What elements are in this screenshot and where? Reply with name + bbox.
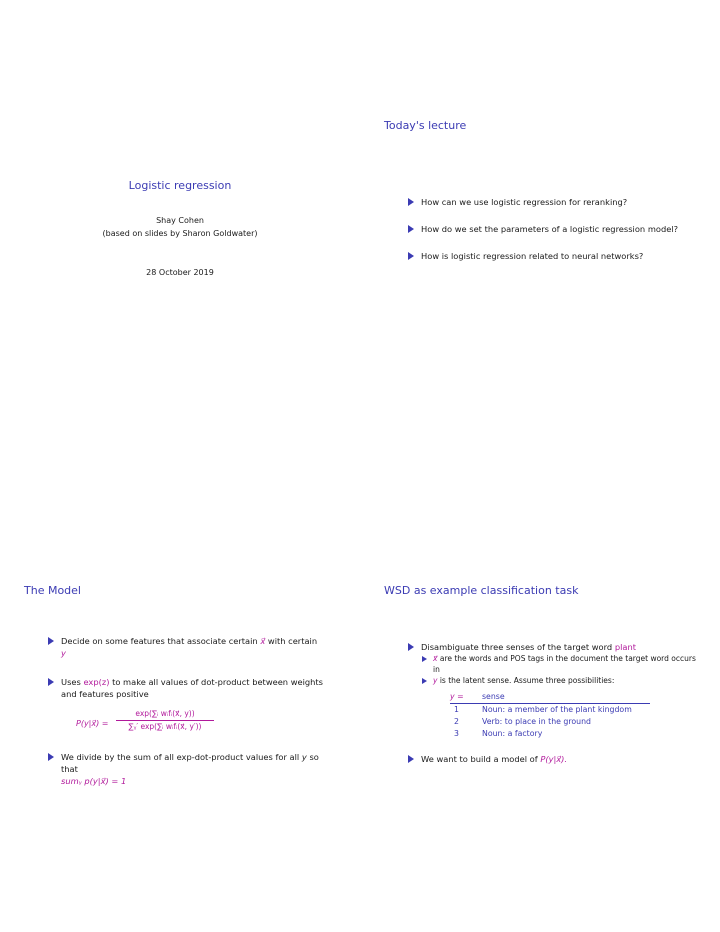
bullet-triangle-icon bbox=[408, 755, 414, 763]
sense-table bbox=[450, 691, 650, 740]
math-sum-equals-one: sumᵧ p(y|x⃗) = 1 bbox=[61, 776, 127, 786]
bullet-text: with certain bbox=[267, 636, 318, 646]
bullet-text: We want to build a model of bbox=[421, 754, 538, 764]
slide-heading: WSD as example classification task bbox=[384, 584, 579, 597]
author-name: Shay Cohen bbox=[156, 216, 204, 225]
bullet-text: Disambiguate three senses of the target word bbox=[421, 642, 613, 652]
target-word: plant bbox=[614, 642, 636, 652]
math-y: y bbox=[61, 648, 66, 658]
bullet-text: so that bbox=[61, 752, 319, 774]
math-exp: exp(z) bbox=[83, 677, 110, 687]
bullet-triangle-icon bbox=[408, 252, 414, 260]
table-cell-sense: Noun: a factory bbox=[482, 729, 543, 738]
table-cell-sense: Noun: a member of the plant kingdom bbox=[482, 705, 632, 714]
math-x-vector: x⃗ bbox=[260, 636, 266, 646]
table-cell-sense: Verb: to place in the ground bbox=[482, 717, 591, 726]
bullet-text: Uses bbox=[61, 677, 81, 687]
equation-denominator: ∑ᵧ′ exp(∑ᵢ wᵢfᵢ(x⃗, y′)) bbox=[128, 722, 202, 731]
equation-lhs: P(y|x⃗) = bbox=[76, 719, 109, 728]
sub-bullet-triangle-icon bbox=[422, 656, 427, 662]
bullet-disambiguate bbox=[408, 641, 708, 653]
bullet-text: We divide by the sum of all exp-dot-product values for all bbox=[61, 752, 300, 762]
bullet-triangle-icon bbox=[408, 198, 414, 206]
sub-bullet-text: are the words and POS tags in the document the target word occurs in bbox=[433, 654, 696, 674]
bullet-triangle-icon bbox=[48, 637, 54, 645]
bullet-triangle-icon bbox=[48, 678, 54, 686]
table-cell-y: 1 bbox=[454, 705, 459, 714]
lecture-date: 28 October 2019 bbox=[146, 268, 214, 277]
bullet-model bbox=[408, 753, 708, 765]
table-row bbox=[450, 728, 650, 740]
slide-title bbox=[0, 0, 360, 466]
bullet-triangle-icon bbox=[48, 753, 54, 761]
bullet-item bbox=[408, 223, 718, 235]
table-cell-y: 3 bbox=[454, 729, 459, 738]
math-y: y bbox=[433, 676, 438, 685]
fraction-bar bbox=[116, 720, 214, 721]
table-cell-y: 2 bbox=[454, 717, 459, 726]
bullet-exp bbox=[48, 676, 338, 700]
table-header-y: y = bbox=[450, 692, 464, 701]
equation-softmax bbox=[76, 709, 276, 741]
slide-heading: Today's lecture bbox=[384, 119, 467, 132]
math-x-vector: x⃗ bbox=[433, 654, 438, 663]
table-row bbox=[450, 716, 650, 728]
equation-fraction bbox=[116, 709, 214, 732]
slide-the-model bbox=[0, 466, 360, 932]
bullet-normalize bbox=[48, 751, 338, 787]
bullet-triangle-icon bbox=[408, 225, 414, 233]
math-y: y bbox=[301, 752, 307, 762]
table-header-row bbox=[450, 691, 650, 704]
sub-bullet-y bbox=[422, 676, 702, 687]
table-header-sense: sense bbox=[482, 692, 505, 701]
equation-numerator: exp(∑ᵢ wᵢfᵢ(x⃗, y)) bbox=[135, 709, 195, 718]
sub-bullet-x bbox=[422, 654, 702, 675]
bullet-text: How do we set the parameters of a logistic regression model? bbox=[421, 224, 679, 234]
bullet-text: to make all values of dot-product between weights and features positive bbox=[61, 677, 324, 699]
math-p-y-given-x: P(y|x⃗). bbox=[540, 754, 568, 764]
table-row bbox=[450, 704, 650, 716]
slide-todays-lecture bbox=[360, 0, 720, 466]
bullet-features bbox=[48, 635, 338, 659]
bullet-triangle-icon bbox=[408, 643, 414, 651]
slide-heading: The Model bbox=[24, 584, 81, 597]
sub-bullet-text: is the latent sense. Assume three possibilities: bbox=[439, 676, 615, 685]
author-credit: (based on slides by Sharon Goldwater) bbox=[102, 229, 258, 238]
sub-bullet-triangle-icon bbox=[422, 678, 427, 684]
bullet-text: How can we use logistic regression for reranking? bbox=[421, 197, 628, 207]
bullet-item bbox=[408, 196, 718, 208]
slide-title-heading: Logistic regression bbox=[128, 179, 232, 192]
bullet-text: Decide on some features that associate certain bbox=[61, 636, 258, 646]
bullet-item bbox=[408, 250, 718, 262]
bullet-text: How is logistic regression related to neural networks? bbox=[421, 251, 644, 261]
slide-wsd-example bbox=[360, 466, 720, 932]
